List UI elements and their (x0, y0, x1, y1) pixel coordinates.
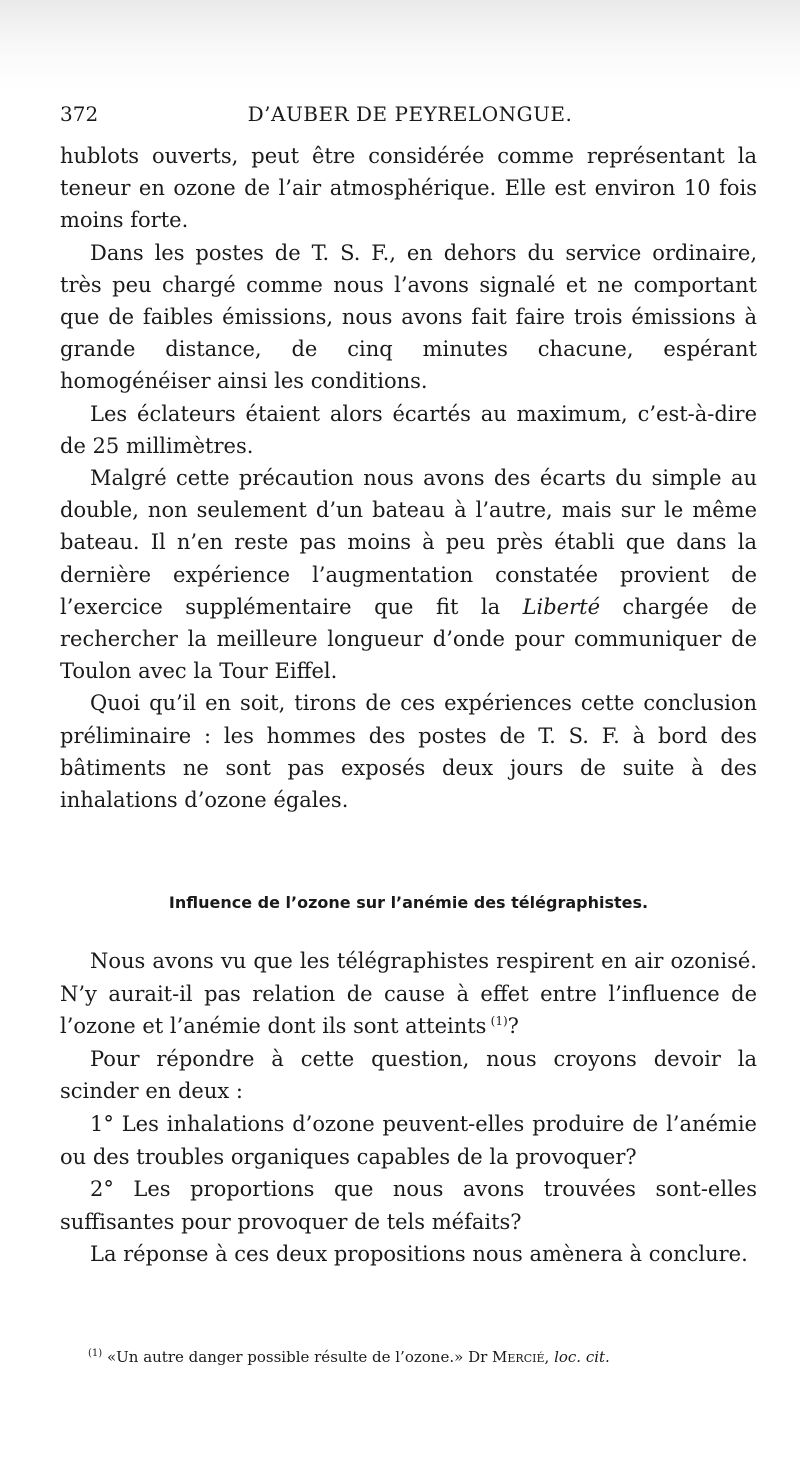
paragraph: Quoi qu’il en soit, tirons de ces expériences cette conclusion préliminaire : les hommes des postes de T. S. F. à bord des bâtiments ne sont pas exposés deux jours de suite à des inhalations d’ozone égales. (60, 691, 757, 813)
paragraph: 1° Les inhalations d’ozone peuvent-elles produire de l’anémie ou des troubles organiques capables de la provoquer? (60, 1111, 757, 1169)
paragraph: Les éclateurs étaient alors écartés au maximum, c’est-à-dire de 25 millimètres. (60, 401, 757, 458)
footnote-author-title: Dr (468, 1348, 488, 1366)
footnote-marker: (1) (88, 1348, 103, 1359)
footnote: $^{(1)}$ «Un autre danger possible résulte de l’ozone.» Dr Mercié, loc. cit. (88, 1348, 610, 1366)
section-body-text (60, 945, 757, 1271)
body-text (60, 140, 757, 816)
running-head: D’AUBER DE PEYRELONGUE. (247, 102, 573, 126)
footnote-author: Mercié (492, 1348, 545, 1366)
paragraph: Dans les postes de T. S. F., en dehors du service ordinaire, très peu chargé comme nous l’avons signalé et ne comportant que de faibles émissions, nous avons fait faire trois émissions à grande distance, de cinq minutes chacune, espérant homogénéiser ainsi les conditions. (60, 240, 757, 394)
paragraph: La réponse à ces deux propositions nous amènera à conclure. (90, 1242, 748, 1267)
paragraph: hublots ouverts, peut être considérée comme représentant la teneur en ozone de l’air atmosphérique. Elle est environ 10 fois moins forte. (60, 144, 757, 233)
paragraph-text: Malgré cette précaution nous avons des écarts du simple au double, non seulement d’un bateau à l’autre, mais sur le même bateau. Il n’en reste pas moins à peu près établi que dans la dernière expérience l’augmentation constatée provient de l’exercice supplémentaire que fit la (60, 466, 757, 619)
paragraph (60, 462, 757, 687)
footnote-citation: loc. cit. (554, 1348, 610, 1366)
page-header (60, 102, 760, 132)
ship-name: Liberté (522, 594, 601, 619)
paragraph: Pour répondre à cette question, nous croyons devoir la scinder en deux : (60, 1046, 757, 1104)
paragraph: 2° Les proportions que nous avons trouvées sont-elles suffisantes pour provoquer de tels méfaits? (60, 1177, 757, 1234)
paragraph-text: ? (507, 1014, 519, 1039)
paragraph-text: chargée de rechercher la meilleure longueur d’onde pour communiquer de Toulon avec la Tour Eiffel. (60, 594, 757, 684)
paragraph (60, 945, 757, 1043)
paragraph-text: Nous avons vu que les télégraphistes respirent en air ozonisé. N’y aurait-il pas relation de cause à effet entre l’influence de l’ozone et l’anémie dont ils sont atteints (60, 949, 757, 1039)
footnote-quote: «Un autre danger possible résulte de l’ozone.» (106, 1348, 464, 1366)
section-title: Influence de l’ozone sur l’anémie des télégraphistes. (168, 893, 649, 912)
page-number: 372 (60, 102, 99, 126)
footnote-ref[interactable]: (1) (490, 1014, 508, 1029)
